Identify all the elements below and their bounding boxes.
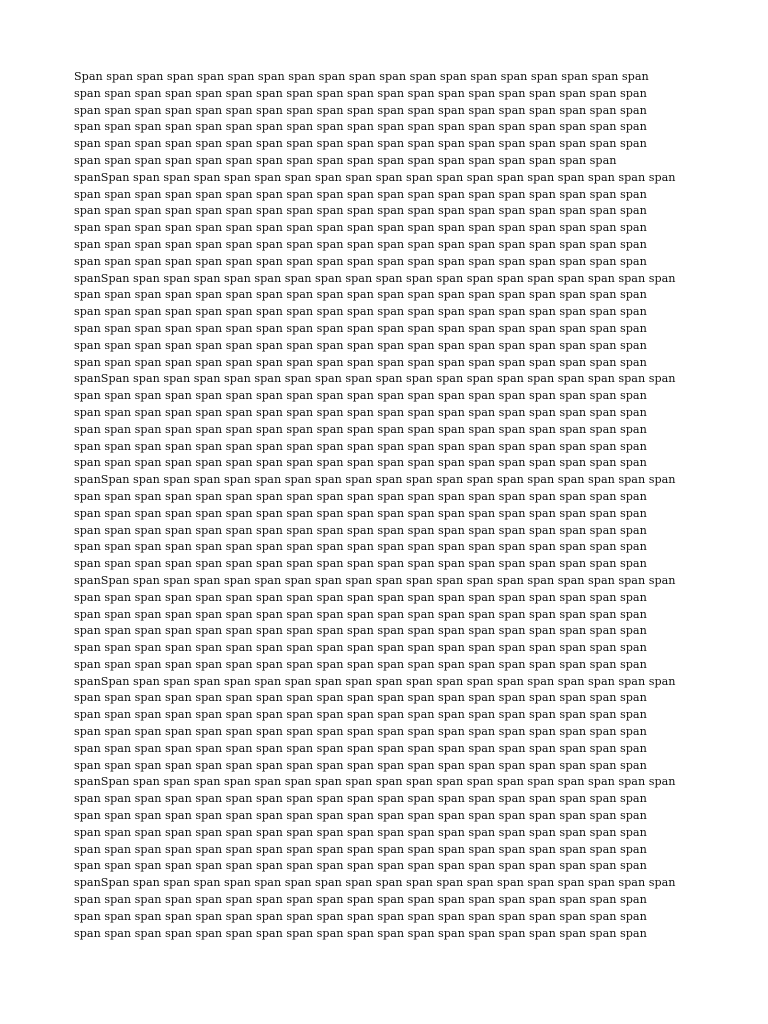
text-line: span span span span span span span span span span span span span span span span span span span	[74, 725, 647, 739]
text-line: spanSpan span span span span span span span span span span span span span span span span span span	[74, 674, 676, 688]
text-line: span span span span span span span span span span span span span span span span span span span	[74, 741, 647, 755]
text-line: span span span span span span span span span span span span span span span span span span span	[74, 86, 647, 100]
text-line: span span span span span span span span span span span span span span span span span span span	[74, 422, 647, 436]
text-line: span span span span span span span span span span span span span span span span span span span	[74, 691, 647, 705]
text-line: spanSpan span span span span span span span span span span span span span span span span span span	[74, 271, 676, 285]
text-line: spanSpan span span span span span span span span span span span span span span span span span span	[74, 573, 676, 587]
text-line: span span span span span span span span span span span span span span span span span span span	[74, 792, 647, 806]
text-line: span span span span span span span span span span span span span span span span span span span	[74, 893, 647, 907]
text-line: span span span span span span span span span span span span span span span span span span span	[74, 204, 647, 218]
text-line: spanSpan span span span span span span span span span span span span span span span span span span	[74, 473, 676, 487]
text-line: span span span span span span span span span span span span span span span span span span span	[74, 120, 647, 134]
text-line: span span span span span span span span span span span span span span span span span span span	[74, 557, 647, 571]
text-line: span span span span span span span span span span span span span span span span span span span	[74, 305, 647, 319]
text-line: span span span span span span span span span span span span span span span span span span span	[74, 137, 647, 151]
text-line: span span span span span span span span span span span span span span span span span span span	[74, 321, 647, 335]
text-line: Span span span span span span span span span span span span span span span span span span span	[74, 70, 649, 83]
text-line: spanSpan span span span span span span span span span span span span span span span span span span	[74, 876, 676, 890]
text-line: span span span span span span span span span span span span span span span span span span span	[74, 338, 647, 352]
text-line: span span span span span span span span span span span span span span span span span span span	[74, 506, 647, 520]
text-line: span span span span span span span span span span span span span span span span span span span	[74, 237, 647, 251]
text-line: span span span span span span span span span span span span span span span span span span span	[74, 624, 647, 638]
text-line: span span span span span span span span span span span span span span span span span span span	[74, 489, 647, 503]
text-line: spanSpan span span span span span span span span span span span span span span span span span span	[74, 170, 676, 184]
text-line: span span span span span span span span span span span span span span span span span span span	[74, 809, 647, 823]
text-line: span span span span span span span span span span span span span span span span span span span	[74, 657, 647, 671]
text-line: span span span span span span span span span span span span span span span span span span span	[74, 859, 647, 873]
text-line: span span span span span span span span span span span span span span span span span span span	[74, 405, 647, 419]
text-line: spanSpan span span span span span span span span span span span span span span span span span span	[74, 775, 676, 789]
text-line: span span span span span span span span span span span span span span span span span span span	[74, 439, 647, 453]
text-line: span span span span span span span span span span span span span span span span span span span	[74, 254, 647, 268]
text-line: span span span span span span span span span span span span span span span span span span span	[74, 825, 647, 839]
text-line: span span span span span span span span span span span span span span span span span span span	[74, 641, 647, 655]
text-line: span span span span span span span span span span span span span span span span span span span	[74, 187, 647, 201]
text-line: span span span span span span span span span span span span span span span span span span span	[74, 607, 647, 621]
text-line: span span span span span span span span span span span span span span span span span span span	[74, 708, 647, 722]
text-line: span span span span span span span span span span span span span span span span span span span	[74, 842, 647, 856]
text-line: span span span span span span span span span span span span span span span span span span span	[74, 355, 647, 369]
body-text	[74, 69, 694, 942]
text-line: spanSpan span span span span span span span span span span span span span span span span span span	[74, 372, 676, 386]
text-line: span span span span span span span span span span span span span span span span span span span	[74, 389, 647, 403]
text-line: span span span span span span span span span span span span span span span span span span span	[74, 926, 647, 940]
text-line: span span span span span span span span span span span span span span span span span span span	[74, 758, 647, 772]
text-line: span span span span span span span span span span span span span span span span span span span	[74, 221, 647, 235]
text-line: span span span span span span span span span span span span span span span span span span span	[74, 909, 647, 923]
text-line: span span span span span span span span span span span span span span span span span span span	[74, 288, 647, 302]
text-line: span span span span span span span span span span span span span span span span span span span	[74, 540, 647, 554]
text-line: span span span span span span span span span span span span span span span span span span	[74, 153, 617, 167]
text-line: span span span span span span span span span span span span span span span span span span span	[74, 590, 647, 604]
text-line: span span span span span span span span span span span span span span span span span span span	[74, 523, 647, 537]
text-line: span span span span span span span span span span span span span span span span span span span	[74, 456, 647, 470]
text-line: span span span span span span span span span span span span span span span span span span span	[74, 103, 647, 117]
